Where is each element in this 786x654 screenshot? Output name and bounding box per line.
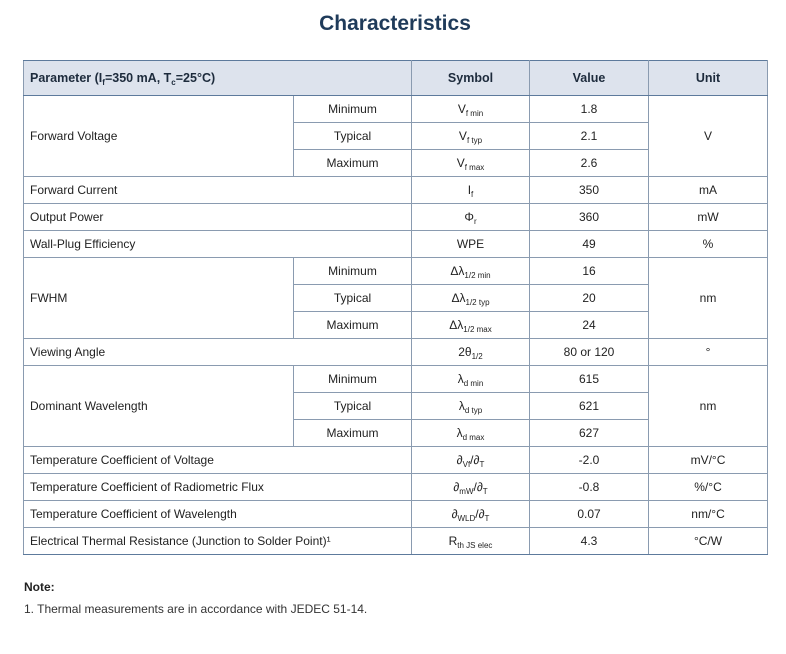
value-cell: 350 bbox=[530, 177, 649, 204]
param-viewing-angle: Viewing Angle bbox=[24, 339, 412, 366]
header-symbol: Symbol bbox=[412, 61, 530, 96]
symbol-cell: $R_{th JS elec}$ bbox=[412, 528, 530, 555]
sub-label-typ: Typical bbox=[294, 123, 412, 150]
symbol-cell: $\Delta\lambda_{1/2 min}$ bbox=[412, 258, 530, 285]
table-row bbox=[24, 177, 768, 204]
value-cell: -2.0 bbox=[530, 447, 649, 474]
table-row bbox=[24, 339, 768, 366]
param-tc-voltage: Temperature Coefficient of Voltage bbox=[24, 447, 412, 474]
param-output-power: Output Power bbox=[24, 204, 412, 231]
param-tc-wavelength: Temperature Coefficient of Wavelength bbox=[24, 501, 412, 528]
unit-cell: mA bbox=[649, 177, 768, 204]
symbol-cell: $\lambda_{d min}$ bbox=[412, 366, 530, 393]
value-cell: 2.6 bbox=[530, 150, 649, 177]
param-forward-current: Forward Current bbox=[24, 177, 412, 204]
note-text: 1. Thermal measurements are in accordance with JEDEC 51-14. bbox=[24, 602, 368, 616]
sub-label-min: Minimum bbox=[294, 258, 412, 285]
value-cell: 80 or 120 bbox=[530, 339, 649, 366]
value-cell: 1.8 bbox=[530, 96, 649, 123]
value-cell: 4.3 bbox=[530, 528, 649, 555]
symbol-cell: $\Delta\lambda_{1/2 typ}$ bbox=[412, 285, 530, 312]
unit-cell: nm bbox=[649, 366, 768, 447]
value-cell: 621 bbox=[530, 393, 649, 420]
value-cell: 49 bbox=[530, 231, 649, 258]
symbol-cell: $V_{f max}$ bbox=[412, 150, 530, 177]
symbol-cell: $V_{f min}$ bbox=[412, 96, 530, 123]
table-row bbox=[24, 447, 768, 474]
symbol-cell: $2\theta_{1/2}$ bbox=[412, 339, 530, 366]
param-wall-plug-efficiency: Wall-Plug Efficiency bbox=[24, 231, 412, 258]
value-cell: 360 bbox=[530, 204, 649, 231]
value-cell: 627 bbox=[530, 420, 649, 447]
table-row bbox=[24, 366, 768, 393]
symbol-cell: $\lambda_{d max}$ bbox=[412, 420, 530, 447]
unit-cell: V bbox=[649, 96, 768, 177]
unit-cell: mV/°C bbox=[649, 447, 768, 474]
param-tc-flux: Temperature Coefficient of Radiometric Flux bbox=[24, 474, 412, 501]
unit-cell: mW bbox=[649, 204, 768, 231]
symbol-cell: $\lambda_{d typ}$ bbox=[412, 393, 530, 420]
value-cell: 20 bbox=[530, 285, 649, 312]
param-fwhm: FWHM bbox=[24, 258, 294, 339]
value-cell: 0.07 bbox=[530, 501, 649, 528]
symbol-cell: $I_f$ bbox=[412, 177, 530, 204]
header-value: Value bbox=[530, 61, 649, 96]
unit-cell: % bbox=[649, 231, 768, 258]
sub-label-typ: Typical bbox=[294, 285, 412, 312]
value-cell: 615 bbox=[530, 366, 649, 393]
table-header-row bbox=[24, 61, 768, 96]
symbol-cell: $\Phi_r$ bbox=[412, 204, 530, 231]
symbol-cell: $\partial_{WLD}/\partial_T$ bbox=[412, 501, 530, 528]
table-row bbox=[24, 258, 768, 285]
header-parameter: Parameter ($I_f=350$ mA, $T_c=25^\circ C$) bbox=[24, 61, 412, 96]
value-cell: 16 bbox=[530, 258, 649, 285]
unit-cell: nm/°C bbox=[649, 501, 768, 528]
unit-cell: ° bbox=[649, 339, 768, 366]
table-row bbox=[24, 501, 768, 528]
sub-label-min: Minimum bbox=[294, 96, 412, 123]
param-thermal-resistance: Electrical Thermal Resistance (Junction to Solder Point)¹ bbox=[24, 528, 412, 555]
table-row bbox=[24, 204, 768, 231]
sub-label-max: Maximum bbox=[294, 312, 412, 339]
value-cell: 24 bbox=[530, 312, 649, 339]
param-dominant-wavelength: Dominant Wavelength bbox=[24, 366, 294, 447]
value-cell: 2.1 bbox=[530, 123, 649, 150]
page-title: Characteristics bbox=[319, 12, 471, 35]
value-cell: -0.8 bbox=[530, 474, 649, 501]
header-unit: Unit bbox=[649, 61, 768, 96]
note-title: Note: bbox=[24, 580, 55, 594]
sub-label-min: Minimum bbox=[294, 366, 412, 393]
sub-label-typ: Typical bbox=[294, 393, 412, 420]
symbol-cell: WPE bbox=[412, 231, 530, 258]
symbol-cell: $V_{f typ}$ bbox=[412, 123, 530, 150]
symbol-cell: $\partial_{Vf}/\partial_T$ bbox=[412, 447, 530, 474]
characteristics-table bbox=[23, 60, 768, 555]
symbol-cell: $\partial_{mW}/\partial_T$ bbox=[412, 474, 530, 501]
table-row bbox=[24, 528, 768, 555]
symbol-cell: $\Delta\lambda_{1/2 max}$ bbox=[412, 312, 530, 339]
table-row bbox=[24, 474, 768, 501]
unit-cell: %/°C bbox=[649, 474, 768, 501]
unit-cell: nm bbox=[649, 258, 768, 339]
table-row bbox=[24, 96, 768, 123]
unit-cell: °C/W bbox=[649, 528, 768, 555]
table-row bbox=[24, 231, 768, 258]
param-forward-voltage: Forward Voltage bbox=[24, 96, 294, 177]
sub-label-max: Maximum bbox=[294, 150, 412, 177]
sub-label-max: Maximum bbox=[294, 420, 412, 447]
